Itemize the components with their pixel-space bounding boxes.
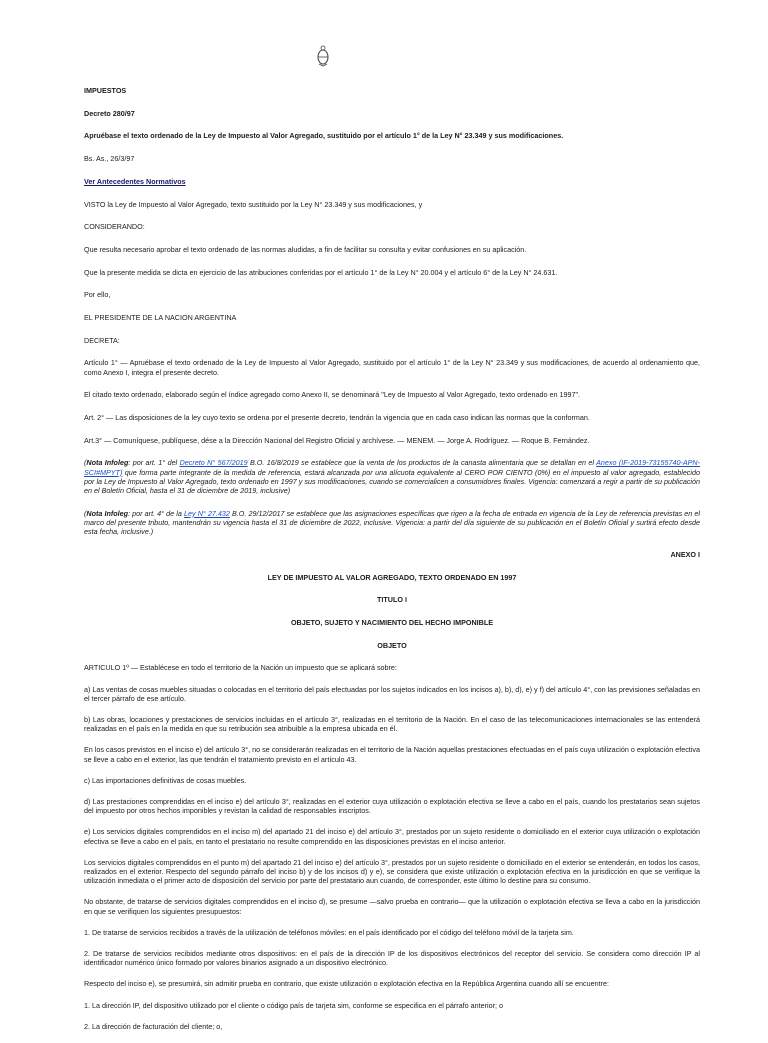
article-1: Artículo 1° — Apruébase el texto ordenado de la Ley de Impuesto al Valor Agregado, sustituido por el artículo 1° de la Ley N° 23.349 y sus modificaciones, de acuerdo al ordenamiento que, como Anexo I, integra el presente decreto. (84, 358, 700, 377)
inciso-e-paragraph-2: Los servicios digitales comprendidos en el punto m) del apartado 21 del inciso e) del artículo 3°, prestados por un sujeto residente o domiciliado en el exterior se entenderán, en todos los casos, realizados en el exterior. Respecto del segundo párrafo del inciso b) y de los incisos d) y e), se considera que existe utilización o explotación efectiva en la jurisdicción en que se verifique la utilización inmediata o el primer acto de disposición del servicio por parte del prestatario aun cuando, de corresponder, este último lo destine para su consumo. (84, 857, 700, 886)
inciso-b-paragraph: En los casos previstos en el inciso e) del artículo 3°, no se considerarán realizadas en el territorio de la Nación aquellas prestaciones efectuadas en el país cuya utilización o explotación efectiva se lleve a cabo en el exterior, las que tendrán el tratamiento previsto en el artículo 43. (84, 745, 700, 764)
note-text: que forma parte integrante de la medida de referencia, estará alcanzada por una alícuota equivalente al CERO POR CIENTO (0%) en el impuesto al valor agregado, establecido por la Ley de Impuesto al Valor Agregado, texto ordenado en 1997 y sus modificaciones, cuando se comercialicen a consumidores finales. Vigencia: comenzará a regir a partir de su publicación en el Boletín Oficial, hasta el 31 de diciembre de 2019, inclusive) (84, 467, 700, 496)
decreta: DECRETA: (84, 335, 120, 345)
articulo-1: ARTICULO 1º — Establécese en todo el territorio de la Nación un impuesto que se aplicará sobre: (84, 663, 397, 673)
presuncion-2: 2. La dirección de facturación del cliente; o, (84, 1021, 223, 1031)
infoleg-note-2: (Nota Infoleg: por art. 4° de la Ley N° 27.432 B.O. 29/12/2017 se establece que las asignaciones específicas que rigen a la fecha de entrada en vigencia de la Ley de referencia previstas en el marco del presente tributo, mantendrán su vigencia hasta el 31 de diciembre de 2022, inclusive. Vigencia: a partir del día siguiente de su publicación en el Boletín Oficial y surtirá efecto desde esta fecha, inclusive.) (84, 508, 700, 537)
note-label: Nota Infoleg (86, 458, 129, 468)
section-heading: IMPUESTOS (84, 86, 127, 95)
article-1-annex: El citado texto ordenado, elaborado según el índice agregado como Anexo II, se denominará "Ley de Impuesto al Valor Agregado, texto ordenado en 1997". (84, 390, 581, 400)
argentine-coat-of-arms-icon (316, 45, 330, 67)
inciso-a: a) Las ventas de cosas muebles situadas o colocadas en el territorio del país efectuadas por los sujetos indicados en los incisos a), b), d), e) y f) del artículo 4°, con las previsiones señaladas en el tercer párrafo de ese artículo. (84, 684, 700, 703)
note-text: : por art. 1° del (128, 458, 180, 468)
article-3: Art.3° — Comuníquese, publíquese, dése a la Dirección Nacional del Registro Oficial y archívese. — MENEM. — Jorge A. Rodríguez. — Roque B. Fernández. (84, 435, 590, 445)
date-place: Bs. As., 26/3/97 (84, 154, 135, 164)
note-label: Nota Infoleg (86, 508, 129, 518)
inciso-e-paragraph-3: No obstante, de tratarse de servicios digitales comprendidos en el inciso d), se presume —salvo prueba en contrario— que la utilización o explotación efectiva se lleva a cabo en la jurisdicción en que se verifiquen los siguientes presupuestos: (84, 897, 700, 916)
note-text: B.O. 16/8/2019 se establece que la venta de los productos de la canasta alimentaria que se detallan en el (247, 458, 597, 468)
note-text: B.O. 29/12/2017 se establece que las asignaciones específicas que rigen a la fecha de entrada en vigencia de la Ley de referencia previstas en el marco del presente tributo, mantendrán su vigencia hasta el 31 de diciembre de 2022, inclusive. Vigencia: a partir del día siguiente de su publicación en el Boletín Oficial y surtirá efecto desde esta fecha, inclusive.) (84, 508, 700, 537)
presidente: EL PRESIDENTE DE LA NACION ARGENTINA (84, 313, 237, 323)
considerando-heading: CONSIDERANDO: (84, 222, 145, 232)
article-2: Art. 2° — Las disposiciones de la ley cuyo texto se ordena por el presente decreto, tendrán la vigencia que en cada caso indican las normas que la conforman. (84, 413, 590, 423)
titulo-name: OBJETO, SUJETO Y NACIMIENTO DEL HECHO IMPONIBLE (290, 617, 494, 627)
decree-summary: Apruébase el texto ordenado de la Ley de Impuesto al Valor Agregado, sustituido por el artículo 1° de la Ley N° 23.349 y sus modificaciones. (84, 131, 564, 141)
presupuesto-2: 2. De tratarse de servicios recibidos mediante otros dispositivos: en el país de la dirección IP de los dispositivos electrónicos del receptor del servicio. Se considera como dirección IP al identificador numérico único formado por valores binarios asignado a un dispositivo electrónico. (84, 949, 700, 968)
antecedentes-link[interactable]: Ver Antecedentes Normativos (84, 176, 186, 186)
infoleg-note-1: (Nota Infoleg: por art. 1° del Decreto N° 567/2019 B.O. 16/8/2019 se establece que la venta de los productos de la canasta alimentaria que se detallan en el Anexo (IF-2019-73155740-APN-SCI#MPYT) que forma parte integrante de la medida de referencia, estará alcanzada por una alícuota equivalente al CERO POR CIENTO (0%) en el impuesto al valor agregado, establecido por la Ley de Impuesto al Valor Agregado, texto ordenado en 1997 y sus modificaciones, cuando se comercialicen a consumidores finales. Vigencia: comenzará a regir a partir de su publicación en el Boletín Oficial, hasta el 31 de diciembre de 2019, inclusive) (84, 458, 701, 496)
titulo-heading: TITULO I (377, 595, 407, 605)
considerando-1: Que resulta necesario aprobar el texto ordenado de las normas aludidas, a fin de facilitar su consulta y evitar confusiones en su aplicación. (84, 244, 527, 254)
por-ello: Por ello, (84, 290, 111, 300)
inciso-d: d) Las prestaciones comprendidas en el inciso e) del artículo 3°, realizadas en el exterior cuya utilización o explotación efectiva se lleve a cabo en el país, cuando los prestatarios sean sujetos del impuesto por otros hechos imponibles y revistan la calidad de responsables inscriptos. (84, 797, 700, 816)
inciso-c: c) Las importaciones definitivas de cosas muebles. (84, 775, 247, 785)
decree-number: Decreto 280/97 (84, 108, 135, 118)
annex-label: ANEXO I (670, 549, 700, 559)
presuncion-1: 1. La dirección IP, del dispositivo utilizado por el cliente o código país de tarjeta sim, conforme se especifica en el párrafo anterior; o (84, 1000, 503, 1010)
law-title: LEY DE IMPUESTO AL VALOR AGREGADO, TEXTO ORDENADO EN 1997 (267, 572, 517, 582)
objeto-heading: OBJETO (377, 640, 407, 650)
ley-27432-link[interactable]: Ley N° 27.432 (184, 508, 230, 518)
note-text: : por art. 4° de la (128, 508, 184, 518)
anexo-link[interactable]: Anexo (IF-2019-73155740-APN-SCI#MPYT) (84, 458, 701, 477)
document-content (84, 86, 700, 1043)
presupuesto-1: 1. De tratarse de servicios recibidos a través de la utilización de teléfonos móviles: en el país identificado por el código del teléfono móvil de la tarjeta sim. (84, 927, 574, 937)
visto-paragraph: VISTO la Ley de Impuesto al Valor Agregado, texto sustituido por la Ley N° 23.349 y sus modificaciones, y (84, 199, 423, 209)
considerando-2: Que la presente medida se dicta en ejercicio de las atribuciones conferidas por el artículo 1° de la Ley N° 20.004 y el artículo 6° de la Ley N° 24.631. (84, 267, 558, 277)
decreto-567-link[interactable]: Decreto N° 567/2019 (179, 458, 248, 468)
inciso-b: b) Las obras, locaciones y prestaciones de servicios incluidas en el artículo 3°, realizadas en el territorio de la Nación. En el caso de las telecomunicaciones internacionales se las entenderá realizadas en el país en la medida en que su retribución sea atribuible a la empresa ubicada en él. (84, 715, 700, 734)
inciso-e-paragraph-4: Respecto del inciso e), se presumirá, sin admitir prueba en contrario, que existe utilización o explotación efectiva en la República Argentina cuando allí se encuentre: (84, 979, 609, 989)
inciso-e: e) Los servicios digitales comprendidos en el inciso m) del apartado 21 del inciso e) del artículo 3°, prestados por un sujeto residente o domiciliado en el exterior cuya utilización o explotación efectiva se lleve a cabo en el país, en tanto el prestatario no resulte comprendido en las disposiciones previstas en el inciso anterior. (84, 827, 700, 846)
